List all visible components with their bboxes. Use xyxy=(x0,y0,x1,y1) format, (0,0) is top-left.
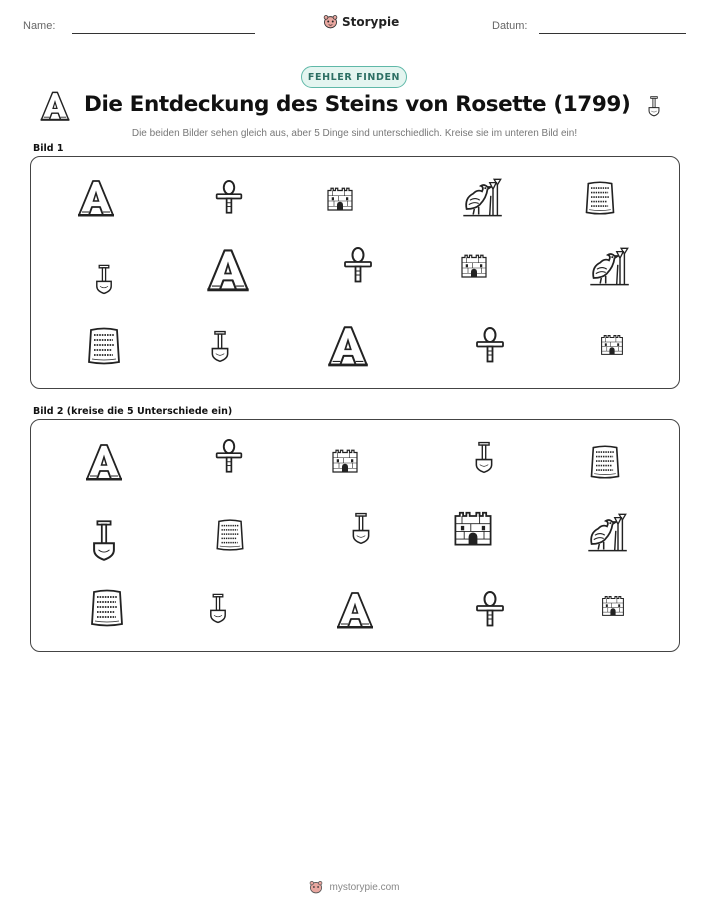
shovel-icon[interactable] xyxy=(202,592,234,624)
stone-icon xyxy=(84,326,124,366)
shovel-icon[interactable] xyxy=(467,440,501,474)
panel2-label: Bild 2 (kreise die 5 Unterschiede ein) xyxy=(33,406,233,417)
panel1-label: Bild 1 xyxy=(33,143,64,154)
page-title: Die Entdeckung des Steins von Rosette (1799) xyxy=(84,92,631,117)
castle-icon xyxy=(459,250,489,280)
shovel-icon xyxy=(643,90,665,122)
ankh-icon xyxy=(470,326,510,366)
ankh-icon[interactable] xyxy=(470,590,510,630)
name-line[interactable] xyxy=(72,33,255,34)
castle-icon[interactable] xyxy=(330,445,360,475)
bird-icon xyxy=(587,245,631,289)
date-label: Datum: xyxy=(492,20,528,32)
shovel-icon xyxy=(88,263,120,295)
bird-icon xyxy=(460,176,504,220)
letter-a-icon xyxy=(205,247,251,293)
ankh-icon xyxy=(210,179,248,217)
storypie-mascot-icon xyxy=(309,880,323,894)
castle-icon xyxy=(325,183,355,213)
stone-icon xyxy=(582,180,618,216)
stone-icon[interactable] xyxy=(213,518,247,552)
brand-name: Storypie xyxy=(342,14,400,29)
storypie-logo xyxy=(323,14,399,29)
castle-icon[interactable] xyxy=(600,592,626,618)
shovel-icon[interactable] xyxy=(82,518,126,562)
footer-url: mystorypie.com xyxy=(329,881,400,893)
instructions: Die beiden Bilder sehen gleich aus, aber 5 Dinge sind unterschiedlich. Kreise sie im unteren Bild ein! xyxy=(131,128,578,139)
ankh-icon[interactable] xyxy=(210,438,248,476)
stone-icon[interactable] xyxy=(587,444,623,480)
castle-icon[interactable] xyxy=(451,505,495,549)
ankh-icon xyxy=(338,246,378,286)
name-label: Name: xyxy=(23,20,56,32)
letter-a-icon[interactable] xyxy=(335,590,375,630)
bird-icon[interactable] xyxy=(585,511,629,555)
activity-badge: FEHLER FINDEN xyxy=(301,66,407,88)
castle-icon xyxy=(599,331,625,357)
shovel-icon[interactable] xyxy=(344,511,378,545)
letter-a-icon xyxy=(326,324,370,368)
footer xyxy=(0,880,709,894)
letter-a-icon[interactable] xyxy=(84,442,124,482)
date-line[interactable] xyxy=(539,33,686,34)
storypie-mascot-icon xyxy=(323,14,338,29)
stone-icon[interactable] xyxy=(87,588,127,628)
shovel-icon xyxy=(203,329,237,363)
letter-a-icon xyxy=(76,178,116,218)
letter-a-icon xyxy=(38,90,72,122)
